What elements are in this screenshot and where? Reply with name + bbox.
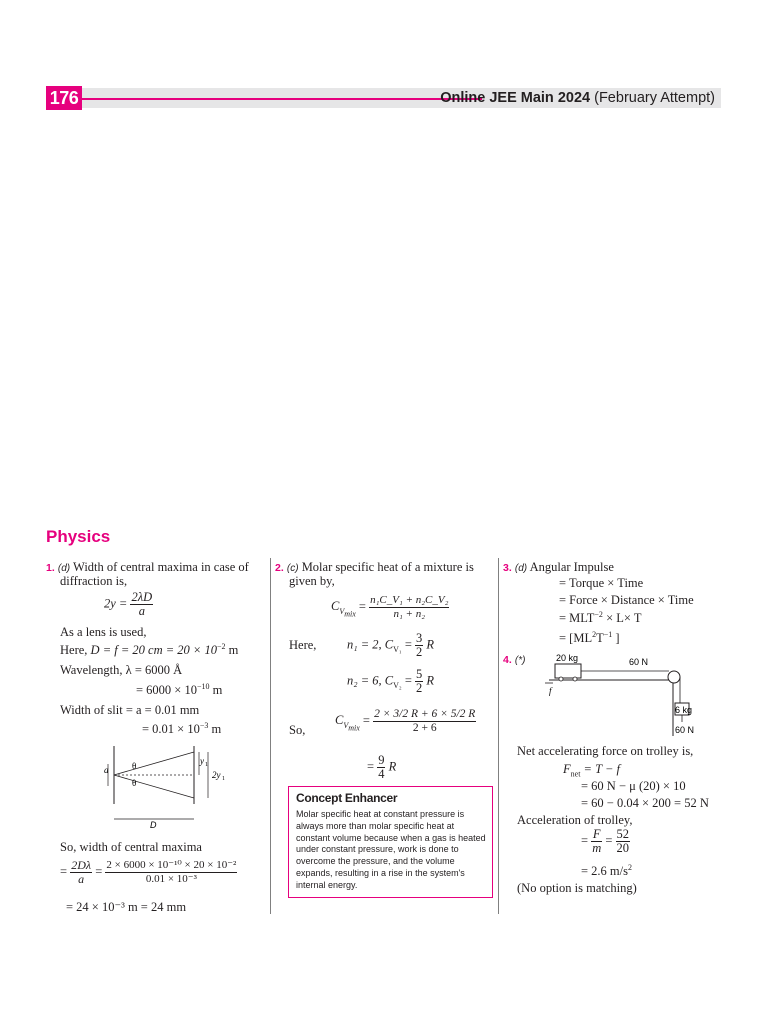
denominator: n₁ + n₂ bbox=[393, 608, 426, 620]
denominator: 0.01 × 10⁻³ bbox=[145, 873, 197, 885]
question-number: 4. bbox=[503, 654, 512, 666]
q2-text: Molar specific heat of a mixture is bbox=[301, 560, 474, 574]
section-title: Physics bbox=[46, 527, 111, 546]
concept-enhancer-title: Concept Enhancer bbox=[296, 791, 398, 805]
n2-value: n₂ = 6, C bbox=[347, 673, 394, 688]
fraction bbox=[415, 668, 423, 695]
numerator: 2 × 6000 × 10⁻¹⁰ × 20 × 10⁻² bbox=[106, 859, 237, 871]
denominator: a bbox=[138, 604, 145, 618]
denominator: 20 bbox=[616, 841, 630, 855]
header-title bbox=[440, 86, 715, 110]
q4-acc-result bbox=[581, 862, 632, 880]
numerator: 3 bbox=[416, 631, 423, 645]
pulley-diagram bbox=[541, 652, 695, 736]
q1-calculation bbox=[60, 859, 237, 886]
D-expr: D = f = 20 cm = 20 × 10 bbox=[90, 643, 217, 657]
q2-text-2: given by, bbox=[289, 574, 335, 588]
ray-upper bbox=[114, 752, 194, 775]
header-rule bbox=[82, 98, 482, 100]
q4-line-2: = 60 − 0.04 × 200 = 52 N bbox=[581, 796, 709, 810]
concept-enhancer-box bbox=[288, 786, 493, 898]
label-y1-sub: 1 bbox=[205, 762, 208, 768]
q3-title: Angular Impulse bbox=[529, 560, 614, 574]
q1-slit-2 bbox=[142, 720, 221, 738]
trolley-block bbox=[555, 664, 581, 678]
label-2y1: 2y bbox=[212, 770, 221, 780]
numerator: 52 bbox=[616, 827, 630, 841]
label-a: a bbox=[104, 765, 109, 775]
value: = [ML bbox=[559, 631, 593, 645]
subscript: net bbox=[570, 769, 581, 779]
concept-enhancer-text: Molar specific heat at constant pressure is always more than molar specific heat at constant volume because when a gas is heated under constant pressure, work is done to overcome the pressure, and the volume expands, resulting in a rise in the system's internal energy. bbox=[296, 809, 486, 890]
q1-wavelength-2 bbox=[136, 681, 222, 699]
q3-line-2: = Force × Distance × Time bbox=[559, 593, 694, 607]
question-number: 3. bbox=[503, 562, 512, 574]
numerator: 2 × 3/2 R + 6 × 5/2 R bbox=[374, 708, 476, 720]
fraction bbox=[70, 859, 92, 886]
value: = 6000 × 10 bbox=[136, 683, 197, 697]
denominator: 2 bbox=[416, 681, 423, 695]
n1-value: n₁ = 2, C bbox=[347, 637, 394, 652]
denominator: m bbox=[592, 841, 602, 855]
label-theta-1: θ bbox=[132, 761, 137, 771]
q4-acceleration: Acceleration of trolley, bbox=[517, 813, 633, 827]
label-D: D bbox=[150, 820, 157, 830]
label-60N-bottom: 60 N bbox=[675, 725, 695, 735]
exponent: −3 bbox=[199, 720, 209, 730]
q2-n1: n₁ = 2, $C_{V_1}$ = $\frac{3}{2}$ R bbox=[347, 631, 435, 659]
unit: m bbox=[212, 683, 223, 697]
value-mid: T bbox=[596, 631, 604, 645]
exponent: −1 bbox=[603, 629, 613, 639]
q4-no-option: (No option is matching) bbox=[517, 881, 637, 895]
q2-mix-formula: $C_{V_{mix}}$ = $\frac{\text{n₁C\_V₁ + n₂C\_V₂}}{\text{n₁ + n₂}}$ bbox=[331, 594, 449, 620]
fraction bbox=[415, 632, 423, 659]
q3-line-1: = Torque × Time bbox=[559, 576, 644, 590]
exponent: 2 bbox=[628, 862, 632, 872]
fraction bbox=[373, 708, 476, 735]
numerator: 2λD bbox=[131, 590, 153, 604]
q1-slit: Width of slit = a = 0.01 mm bbox=[60, 703, 200, 717]
page-number: 176 bbox=[46, 86, 82, 110]
q4-fnet bbox=[563, 760, 620, 778]
q1-text: Width of central maxima in case of bbox=[73, 560, 249, 574]
value-end: ] bbox=[615, 631, 620, 645]
here-label: Here, bbox=[289, 638, 317, 652]
F: F bbox=[563, 762, 571, 776]
label-20kg: 20 kg bbox=[556, 653, 579, 663]
denominator: 2 bbox=[416, 645, 423, 659]
fraction bbox=[130, 591, 153, 618]
q1-text-2: diffraction is, bbox=[60, 574, 128, 588]
q2-result: = $\frac{9}{4}$ R bbox=[367, 753, 397, 781]
answer-option: (d) bbox=[57, 563, 71, 574]
exponent: −2 bbox=[594, 609, 603, 619]
value: = 0.01 × 10 bbox=[142, 722, 200, 736]
value-rest: × L× T bbox=[606, 611, 642, 625]
value: = T − f bbox=[583, 762, 620, 776]
equals: = bbox=[60, 864, 68, 879]
label-2y1-sub: 1 bbox=[222, 776, 225, 782]
wheel bbox=[559, 677, 563, 681]
ray-lower bbox=[114, 775, 194, 798]
q3-line-4 bbox=[559, 629, 620, 647]
numerator: 9 bbox=[378, 753, 385, 767]
q2-n2: n₂ = 6, $C_{V_2}$ = $\frac{5}{2}$ R bbox=[347, 667, 435, 695]
wheel bbox=[573, 677, 577, 681]
header-title-rest: (February Attempt) bbox=[594, 90, 715, 106]
q4-acc-formula: = $\frac{F}{m}$ = $\frac{52}{20}$ bbox=[581, 827, 630, 855]
fraction bbox=[616, 828, 631, 855]
numerator: 2Dλ bbox=[71, 858, 92, 872]
q1-formula bbox=[104, 591, 153, 618]
fraction bbox=[105, 859, 237, 886]
R: R bbox=[426, 673, 435, 688]
q3-line-3 bbox=[559, 609, 641, 627]
answer-option: (d) bbox=[514, 563, 528, 574]
value: = MLT bbox=[559, 611, 595, 625]
formula-lhs: 2y = bbox=[104, 596, 128, 611]
pulley bbox=[668, 671, 680, 683]
question-number: 2. bbox=[275, 562, 284, 574]
numerator: F bbox=[592, 827, 601, 841]
label-theta-2: θ bbox=[132, 778, 137, 788]
fraction bbox=[369, 594, 449, 621]
answer-option: (c) bbox=[286, 563, 299, 574]
header-title-bold: Online JEE Main 2024 bbox=[440, 90, 591, 106]
q1-wavelength: Wavelength, λ = 6000 Å bbox=[60, 663, 183, 677]
q1-result: = 24 × 10⁻³ m = 24 mm bbox=[66, 900, 187, 914]
fraction bbox=[377, 754, 385, 781]
numerator: n₁C_V₁ + n₂C_V₂ bbox=[370, 594, 449, 606]
unit: m bbox=[228, 643, 239, 657]
denominator: a bbox=[78, 872, 85, 886]
question-number: 1. bbox=[46, 562, 55, 574]
value: = 2.6 m/s bbox=[581, 864, 628, 878]
column-divider bbox=[270, 558, 271, 914]
here-label: Here, bbox=[60, 643, 88, 657]
q4-net-force: Net accelerating force on trolley is, bbox=[517, 744, 694, 758]
label-60N-top: 60 N bbox=[629, 657, 649, 667]
label-6kg: 6 kg bbox=[674, 705, 692, 715]
equals: = bbox=[95, 864, 103, 879]
unit: m bbox=[211, 722, 222, 736]
R: R bbox=[426, 637, 435, 652]
q1-so: So, width of central maxima bbox=[60, 840, 202, 854]
q4-line-1: = 60 N − μ (20) × 10 bbox=[581, 779, 686, 793]
so-label: So, bbox=[289, 723, 306, 737]
R: R bbox=[388, 759, 397, 774]
exponent: 2 bbox=[592, 629, 597, 639]
exponent: −10 bbox=[196, 681, 210, 691]
diffraction-diagram bbox=[102, 742, 242, 828]
denominator: 2 + 6 bbox=[412, 722, 437, 734]
q1-D-line bbox=[60, 641, 238, 659]
label-f: f bbox=[549, 686, 552, 696]
denominator: 4 bbox=[378, 767, 385, 781]
exponent: −2 bbox=[217, 641, 226, 651]
numerator: 5 bbox=[416, 667, 423, 681]
q1-lens: As a lens is used, bbox=[60, 625, 147, 639]
answer-option: (*) bbox=[514, 655, 526, 666]
page-header bbox=[46, 86, 721, 110]
q2-so-formula: $C_{V_{mix}}$ = $\frac{2 \times 3/2 R + 6 \times 5/2 R}{2 + 6}$ bbox=[335, 708, 476, 734]
label-y1: y bbox=[200, 756, 204, 766]
column-divider bbox=[498, 558, 499, 914]
fraction bbox=[591, 828, 602, 855]
